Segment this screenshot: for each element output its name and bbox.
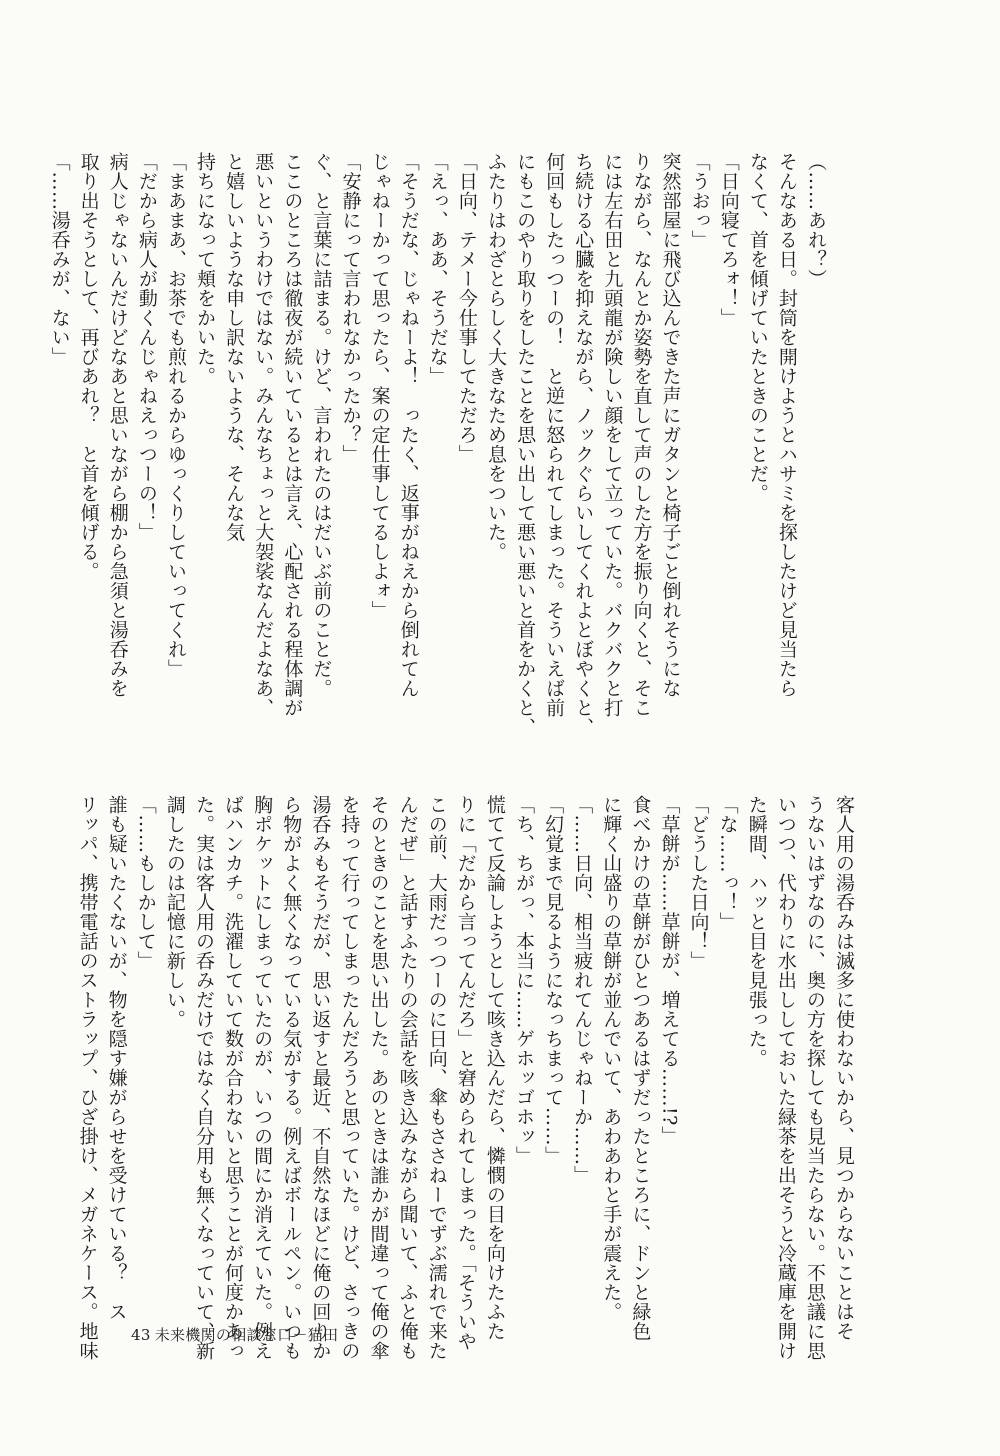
text-line: 「まあまあ、お茶でも煎れるからゆっくりしていってくれ」 xyxy=(164,152,187,679)
text-line: 病人じゃないんだけどなあと思いながら棚から急須と湯呑みを xyxy=(106,152,129,698)
text-line: んだぜ」と話すふたりの会話を咳き込みながら聞いて、ふと俺も xyxy=(396,795,419,1361)
text-line: ら物がよく無くなっている気がする。例えばボールペン。いつも xyxy=(280,795,303,1361)
text-line: ち続ける心臓を抑えながら、ノックぐらいしてくれよとぼやくと、 xyxy=(572,152,595,737)
text-line: 「だから病人が動くんじゃねえっつーの！」 xyxy=(135,152,158,542)
text-line: りに「だから言ってんだろ」と窘められてしまった。「そういや xyxy=(454,795,477,1351)
text-line: 取り出そうとして、再びあれ？ と首を傾げる。 xyxy=(77,152,100,581)
text-line: た瞬間、ハッと目を見張った。 xyxy=(745,795,768,1068)
text-line: 「日向、テメー今仕事してただろ」 xyxy=(455,152,478,464)
text-line: 食べかけの草餅がひとつあるはずだったところに、ドンと緑色 xyxy=(629,795,652,1341)
text-line: 「安静にって言われなかったか？」 xyxy=(339,152,362,464)
text-line: 「な……っ！」 xyxy=(716,795,739,932)
text-line: リッパ、携帯電話のストラップ、ひざ掛け、メガネケース。地味 xyxy=(76,795,99,1361)
text-line: 胸ポケットにしまっていたのが、いつの間にか消えていた。例え xyxy=(251,795,274,1361)
text-line: ばハンカチ。洗濯していて数が合わないと思うことが何度かあっ xyxy=(222,795,245,1361)
text-line: この前、大雨だっつーのに日向、傘もささねーでずぶ濡れで来た xyxy=(425,795,448,1361)
text-line: 「ち、ちがっ、本当に……ゲホッゴホッ」 xyxy=(512,795,535,1166)
text-line: そのときのことを思い出した。あのときは誰かが間違って俺の傘 xyxy=(367,795,390,1361)
text-line: 悪いというわけではない。みんなちょっと大袈裟なんだよなあ、 xyxy=(252,152,275,718)
text-line: ここのところは徹夜が続いているとは言え、心配される程体調が xyxy=(281,152,304,718)
text-line: 「……もしかして」 xyxy=(134,795,157,971)
text-line: には左右田と九頭龍が険しい顔をして立っていた。バクバクと打 xyxy=(601,152,624,718)
page-footer xyxy=(131,1324,342,1345)
page-number: 43 xyxy=(131,1326,151,1344)
text-line: 「うおっ」 xyxy=(688,152,711,250)
main-text-upper xyxy=(48,152,830,737)
text-line: 「えっ、ああ、そうだな」 xyxy=(426,152,449,386)
text-line: （……あれ？） xyxy=(805,152,827,289)
text-line: にもこのやり取りをしたことを思い出して悪い悪いと首をかくと、 xyxy=(514,152,537,737)
text-line: を持って行ってしまったんだろうと思っていた。けど、さっきの xyxy=(338,795,361,1361)
text-line: に輝く山盛りの草餅が並んでいて、あわあわと手が震えた。 xyxy=(600,795,623,1322)
text-line: 慌てて反論しようとして咳き込んだら、憐憫の目を向けたふた xyxy=(483,795,506,1341)
text-line: じゃねーかって思ったら、案の定仕事してるしよォ」 xyxy=(368,152,391,620)
text-line: 「どうした日向！」 xyxy=(687,795,710,971)
text-line: いつつ、代わりに水出ししておいた緑茶を出そうと冷蔵庫を開け xyxy=(774,795,797,1361)
text-line: ふたりはわざとらしく大きなため息をついた。 xyxy=(484,152,507,562)
text-line: 「草餅が……草餅が、増えてる……!?」 xyxy=(658,795,681,1146)
text-line: 「そうだな、じゃねーよ！ ったく、返事がねえから倒れてん xyxy=(397,152,420,698)
text-line: 調したのは記憶に新しい。 xyxy=(163,795,186,1029)
text-line: 「幻覚まで見るようになっちまって……」 xyxy=(542,795,565,1166)
text-line: ぐ、と言葉に詰まる。けど、言われたのはだいぶ前のことだ。 xyxy=(310,152,333,698)
text-line: 何回もしたっつーの！ と逆に怒られてしまった。そういえば前 xyxy=(543,152,566,718)
text-line: りながら、なんとか姿勢を直して声のした方を振り向くと、そこ xyxy=(630,152,653,718)
footer-title: 未来機関の相談窓口－猫田 xyxy=(154,1326,339,1344)
text-line: た。実は客人用の呑みだけではなく自分用も無くなっていて、新 xyxy=(192,795,215,1361)
text-line: 「……湯呑みが、ない」 xyxy=(48,152,71,367)
text-line: なくて、首を傾げていたときのことだ。 xyxy=(746,152,769,503)
text-line: と嬉しいような申し訳ないような、そんな気 xyxy=(223,152,246,542)
text-line: 誰も疑いたくないが、物を隠す嫌がらせを受けている？ ス xyxy=(105,795,128,1322)
text-line: 突然部屋に飛び込んできた声にガタンと椅子ごと倒れそうにな xyxy=(659,152,682,698)
text-line: 湯呑みもそうだが、思い返すと最近、不自然なほどに俺の回りか xyxy=(309,795,332,1361)
text-line: 客人用の湯呑みは滅多に使わないから、見つからないことはそ xyxy=(833,795,855,1341)
text-line: 持ちになって頬をかいた。 xyxy=(194,152,217,386)
text-line: うないはずなのに、奥の方を探しても見当たらない。不思議に思 xyxy=(803,795,826,1361)
text-line: 「……日向、相当疲れてんじゃねーか……」 xyxy=(571,795,594,1185)
text-line: 「日向寝てろォ！」 xyxy=(717,152,740,328)
text-line: そんなある日。封筒を開けようとハサミを探したけど見当たら xyxy=(775,152,798,698)
